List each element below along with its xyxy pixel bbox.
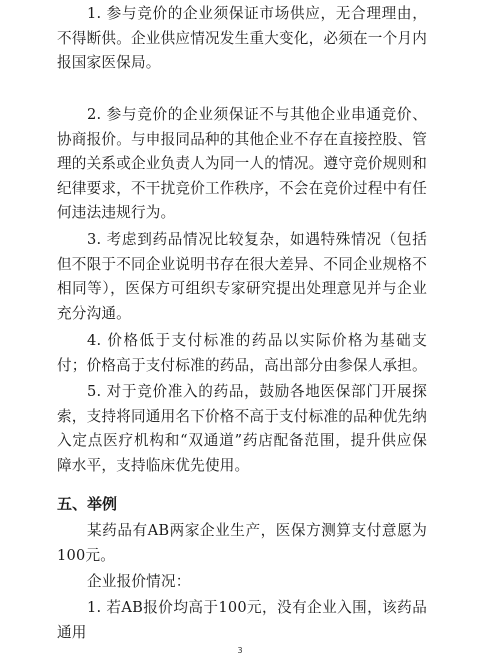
section-heading: 五、举例	[57, 495, 118, 513]
paragraph-4: 4. 价格低于支付标准的药品以实际价格为基础支付；价格高于支付标准的药品，高出部分由参保人承担。	[57, 332, 427, 374]
quote-label: 企业报价情况：	[87, 573, 191, 590]
paragraph-3: 3. 考虑到药品情况比较复杂，如遇特殊情况（包括但不限于不同企业说明书存在很大差异、不同企业规格不相同等），医保方可组织专家研究提出处理意见并与企业充分沟通。	[57, 231, 427, 322]
paragraph-2: 2. 参与竞价的企业须保证不与其他企业串通竞价、协商报价。与申报同品种的其他企业不存在直接控股、管理的关系或企业负责人为同一人的情况。遵守竞价规则和纪律要求，不干扰竞价工作秩序，不会在竞价过程中有任何违法违规行为。	[57, 106, 427, 221]
paragraph-5: 5. 对于竞价准入的药品，鼓励各地医保部门开展探索，支持将同通用名下价格不高于支付标准的品种优先纳入定点医疗机构和“双通道”药店配备范围，提升供应保障水平，支持临床优先使用。	[57, 383, 427, 474]
example-case-1: 1. 若AB报价均高于100元，没有企业入围，该药品通用	[57, 599, 427, 641]
page-number: 3	[237, 646, 243, 655]
paragraph-1: 1. 参与竞价的企业须保证市场供应，无合理理由，不得断供。企业供应情况发生重大变化，必须在一个月内报国家医保局。	[57, 5, 427, 71]
example-intro: 某药品有AB两家企业生产，医保方测算支付意愿为100元。	[57, 522, 427, 564]
